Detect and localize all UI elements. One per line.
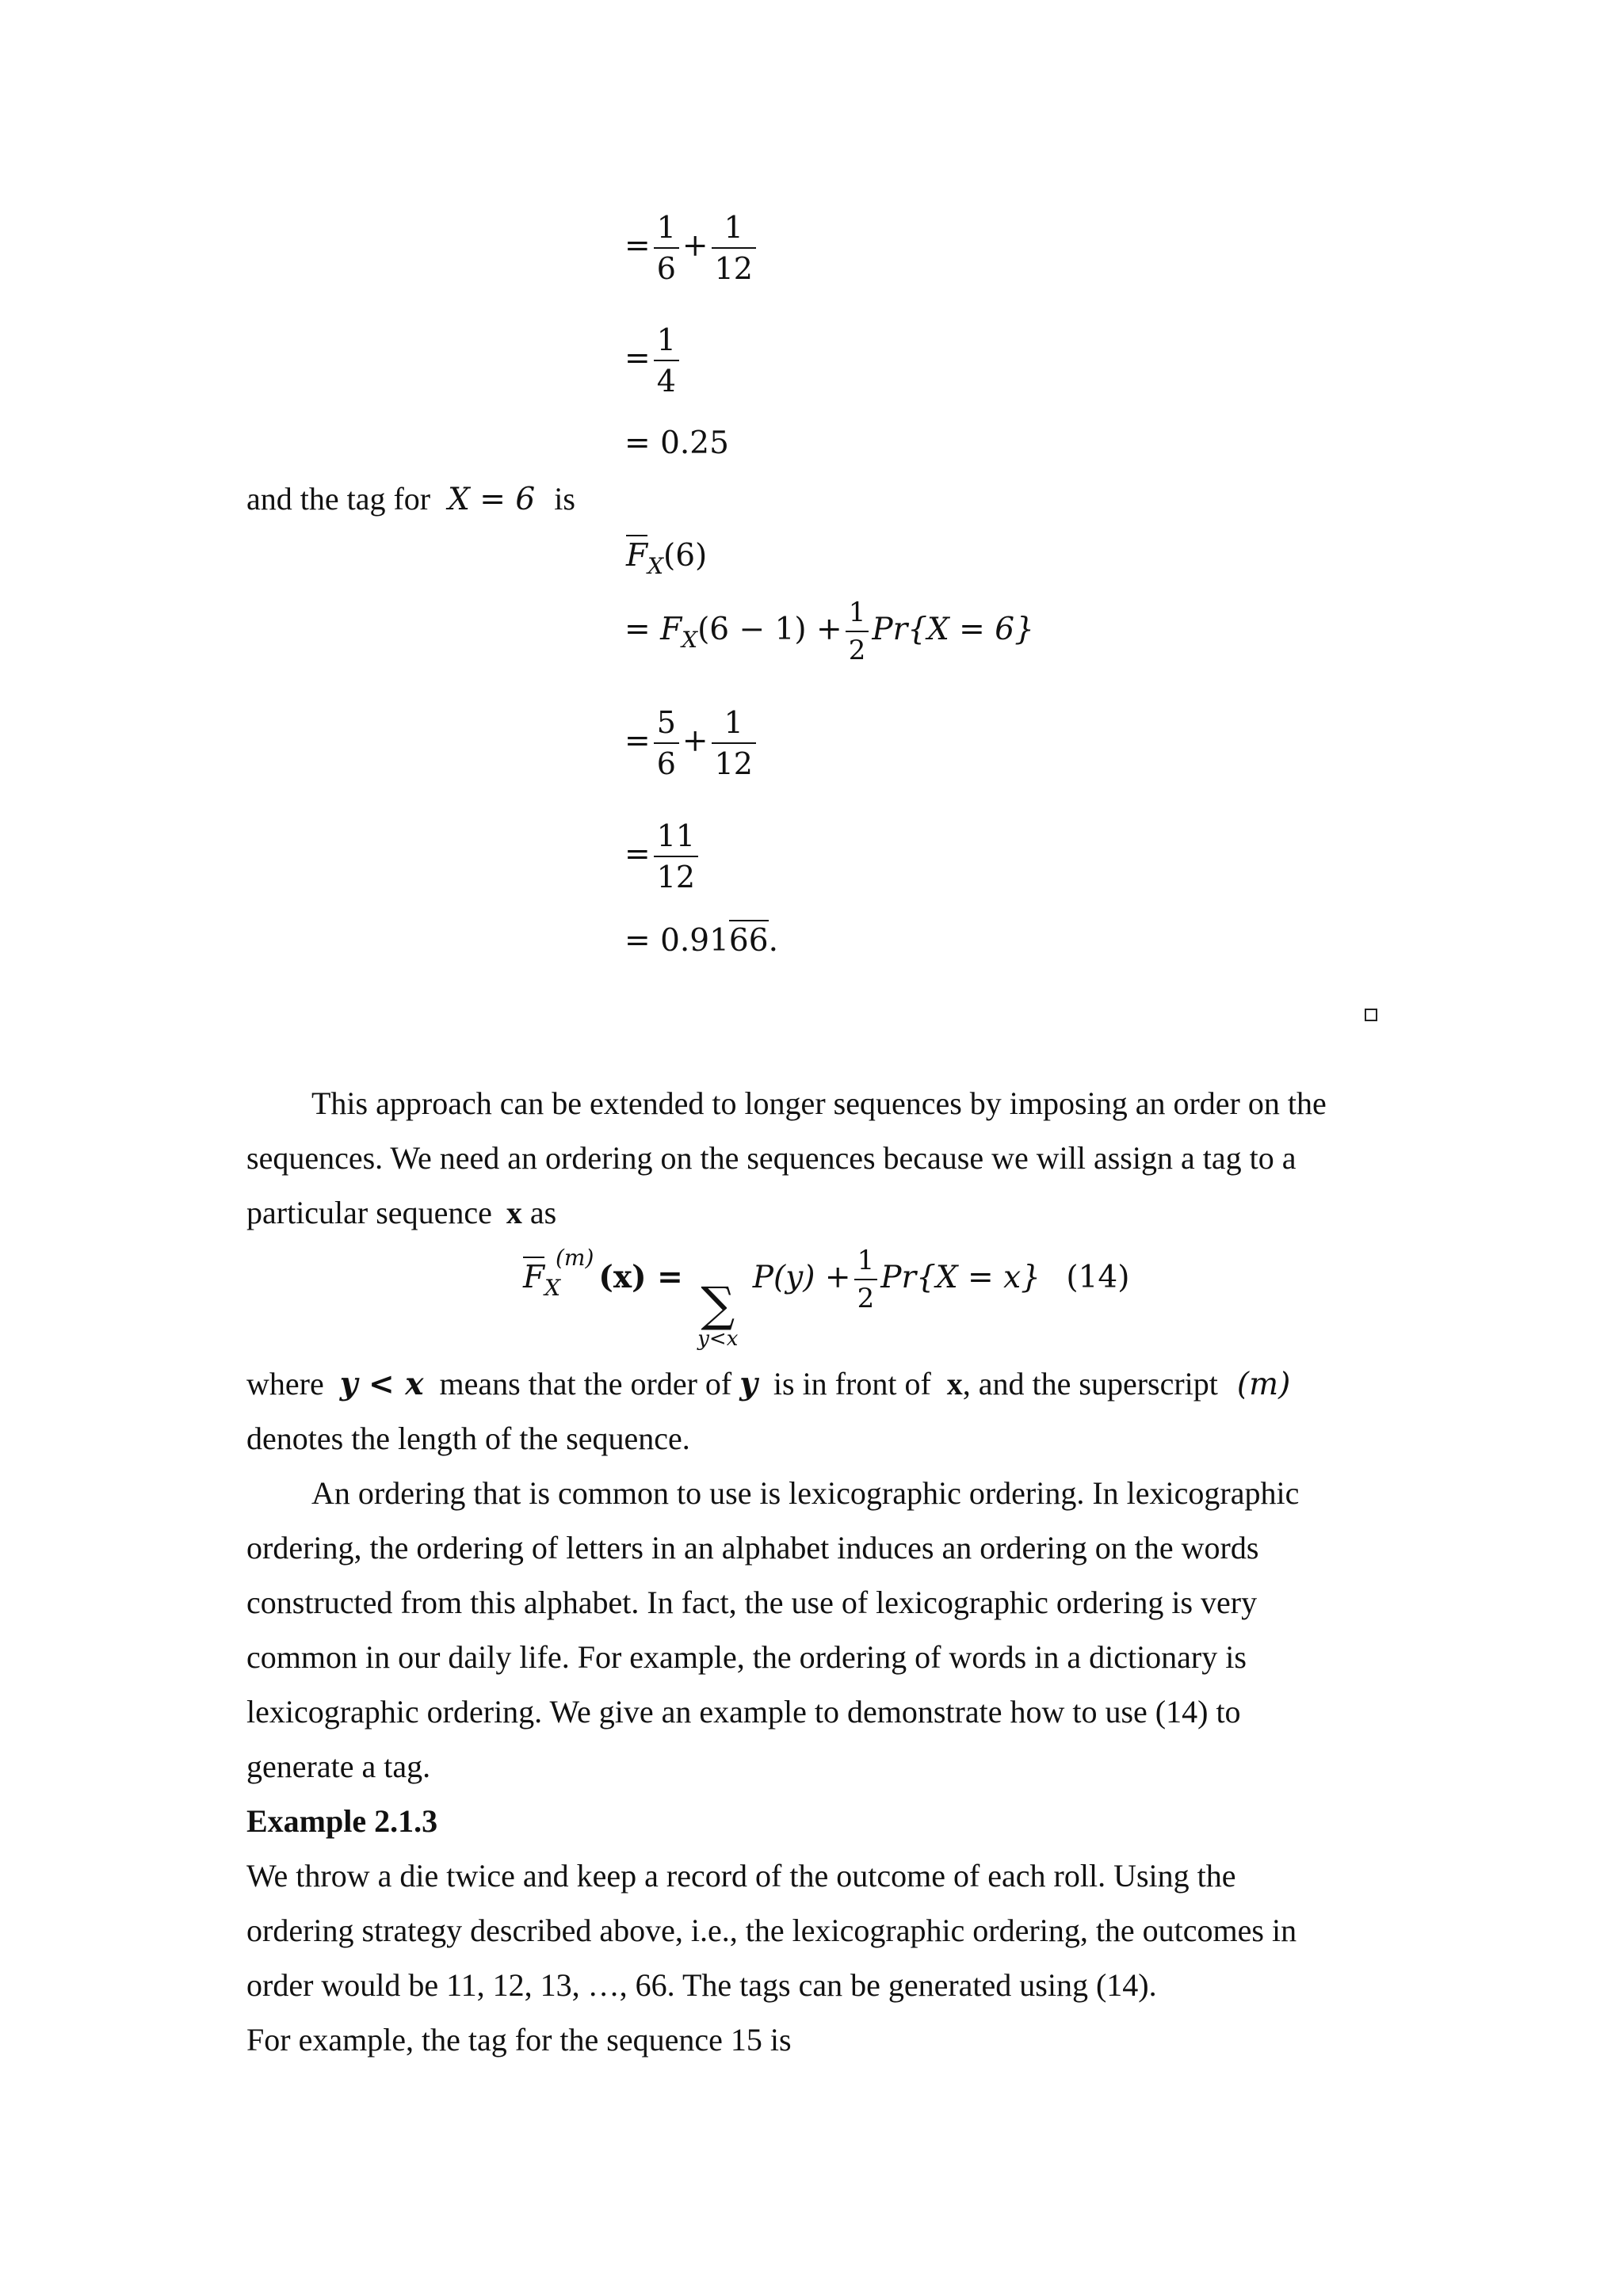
equation-line: = $\frac{1}{6}$ + $\frac{1}{12}$ [624, 212, 759, 284]
tag-intro-line: and the tag for X = 6 is [246, 481, 575, 517]
equation-line: = $F_X(6 - 1)$ + $\frac{1}{2}$ Pr{X = 6} [624, 597, 1034, 666]
equation-line: = $\frac{11}{12}$ [624, 821, 701, 892]
equation-line: $F_X(6)$ [626, 540, 707, 578]
paragraph-line: lexicographic ordering. We give an example to demonstrate how to use (14) to [246, 1694, 1241, 1730]
paragraph-line: where y < x means that the order of y is in front of x, and the superscript (m) [246, 1366, 1291, 1402]
paragraph-line: common in our daily life. For example, the ordering of words in a dictionary is [246, 1639, 1247, 1675]
paragraph-line: An ordering that is common to use is lexicographic ordering. In lexicographic [311, 1475, 1300, 1511]
equation-line: = $\frac{5}{6}$ + $\frac{1}{12}$ [624, 707, 759, 779]
paragraph-line: particular sequence x as [246, 1195, 557, 1230]
paragraph-line: For example, the tag for the sequence 15 is [246, 2022, 792, 2058]
end-of-example-mark [1365, 1009, 1377, 1021]
example-heading: Example 2.1.3 [246, 1803, 438, 1839]
paragraph-line: constructed from this alphabet. In fact, the use of lexicographic ordering is very [246, 1585, 1258, 1620]
paragraph-line: sequences. We need an ordering on the sequences because we will assign a tag to a [246, 1140, 1296, 1176]
paragraph-line: denotes the length of the sequence. [246, 1421, 690, 1456]
paragraph-line: ordering strategy described above, i.e., the lexicographic ordering, the outcomes in [246, 1913, 1297, 1948]
paragraph-line: We throw a die twice and keep a record of the outcome of each roll. Using the [246, 1858, 1236, 1894]
paragraph-line: order would be 11, 12, 13, …, 66. The tags can be generated using (14). [246, 1967, 1157, 2003]
paragraph: This approach can be extended to longer sequences by imposing an order on the [311, 1085, 1327, 1121]
equation-line: = $\frac{1}{4}$ [624, 325, 682, 396]
paragraph-line: ordering, the ordering of letters in an alphabet induces an ordering on the words [246, 1530, 1259, 1566]
equation-14: $F_X^{(m)}(x)$ = ∑ y<x P(y) + $\frac{1}{2}$ Pr{X = x} (14) [523, 1245, 1130, 1351]
paragraph-line: generate a tag. [246, 1749, 431, 1784]
equation-line: = 0.9166. [624, 925, 778, 956]
equation-line: = 0.25 [624, 425, 729, 461]
